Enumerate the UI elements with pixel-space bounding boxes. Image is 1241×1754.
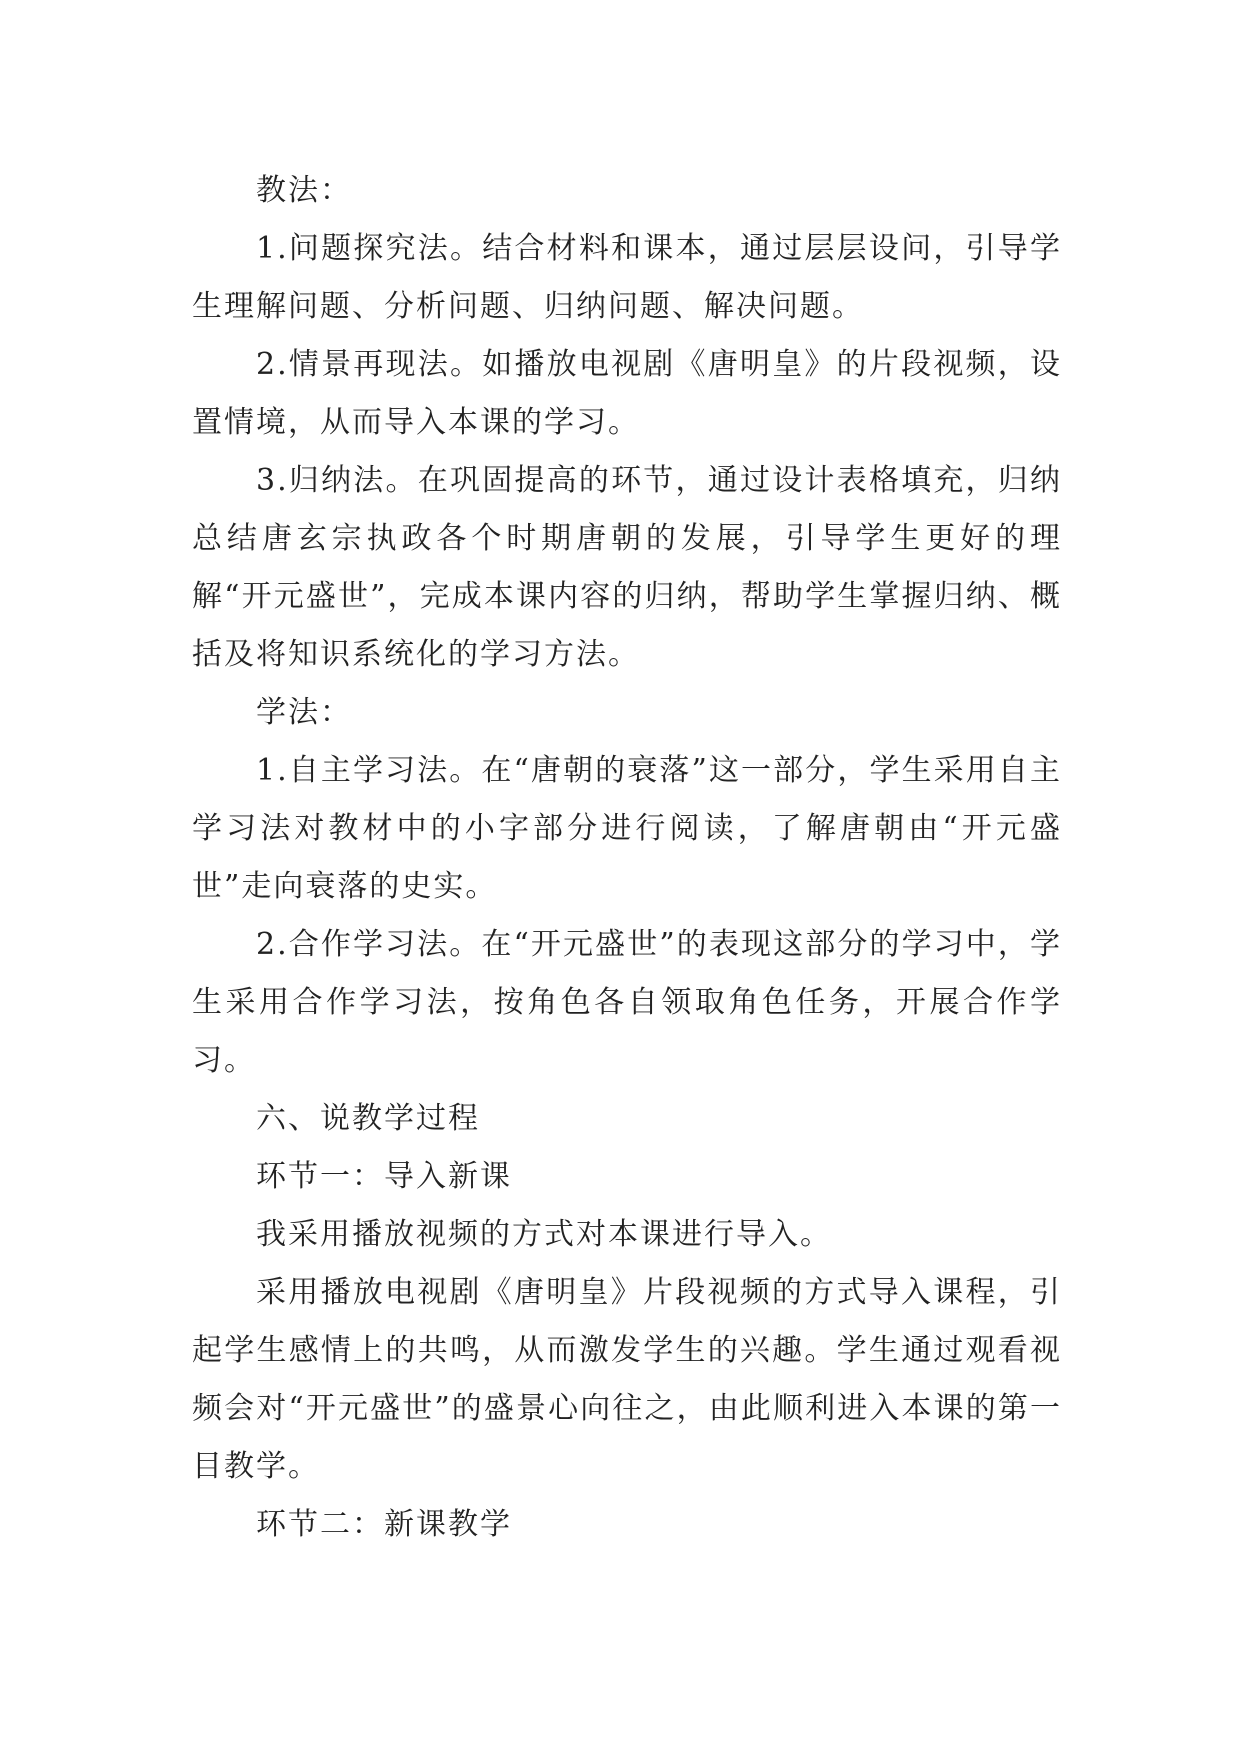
paragraph-self-study-method: 1.自主学习法。在“唐朝的衰落”这一部分，学生采用自主学习法对教材中的小字部分进行阅读，了解唐朝由“开元盛世”走向衰落的史实。 [192, 753, 1062, 904]
paragraph-inquiry-method: 1.问题探究法。结合材料和课本，通过层层设问，引导学生理解问题、分析问题、归纳问题、解决问题。 [192, 231, 1062, 324]
paragraph-induction-method: 3.归纳法。在巩固提高的环节，通过设计表格填充，归纳总结唐玄宗执政各个时期唐朝的发展，引导学生更好的理解“开元盛世”，完成本课内容的归纳，帮助学生掌握归纳、概括及将知识系统化的学习方法。 [192, 463, 1062, 672]
paragraph-video-intro: 我采用播放视频的方式对本课进行导入。 [256, 1217, 832, 1252]
heading-learning-methods: 学法： [256, 695, 352, 730]
paragraph-cooperative-method: 2.合作学习法。在“开元盛世”的表现这部分的学习中，学生采用合作学习法，按角色各自领取角色任务，开展合作学习。 [192, 927, 1062, 1078]
subheading-step-two: 环节二：新课教学 [256, 1507, 512, 1542]
paragraph-scenario-method: 2.情景再现法。如播放电视剧《唐明皇》的片段视频，设置情境，从而导入本课的学习。 [192, 347, 1062, 440]
heading-teaching-methods: 教法： [256, 173, 352, 208]
subheading-step-one: 环节一：导入新课 [256, 1159, 512, 1194]
document-body [192, 162, 1062, 1554]
section-heading-teaching-process: 六、说教学过程 [256, 1101, 480, 1136]
paragraph-video-intro-detail: 采用播放电视剧《唐明皇》片段视频的方式导入课程，引起学生感情上的共鸣，从而激发学生的兴趣。学生通过观看视频会对“开元盛世”的盛景心向往之，由此顺利进入本课的第一目教学。 [192, 1275, 1062, 1484]
